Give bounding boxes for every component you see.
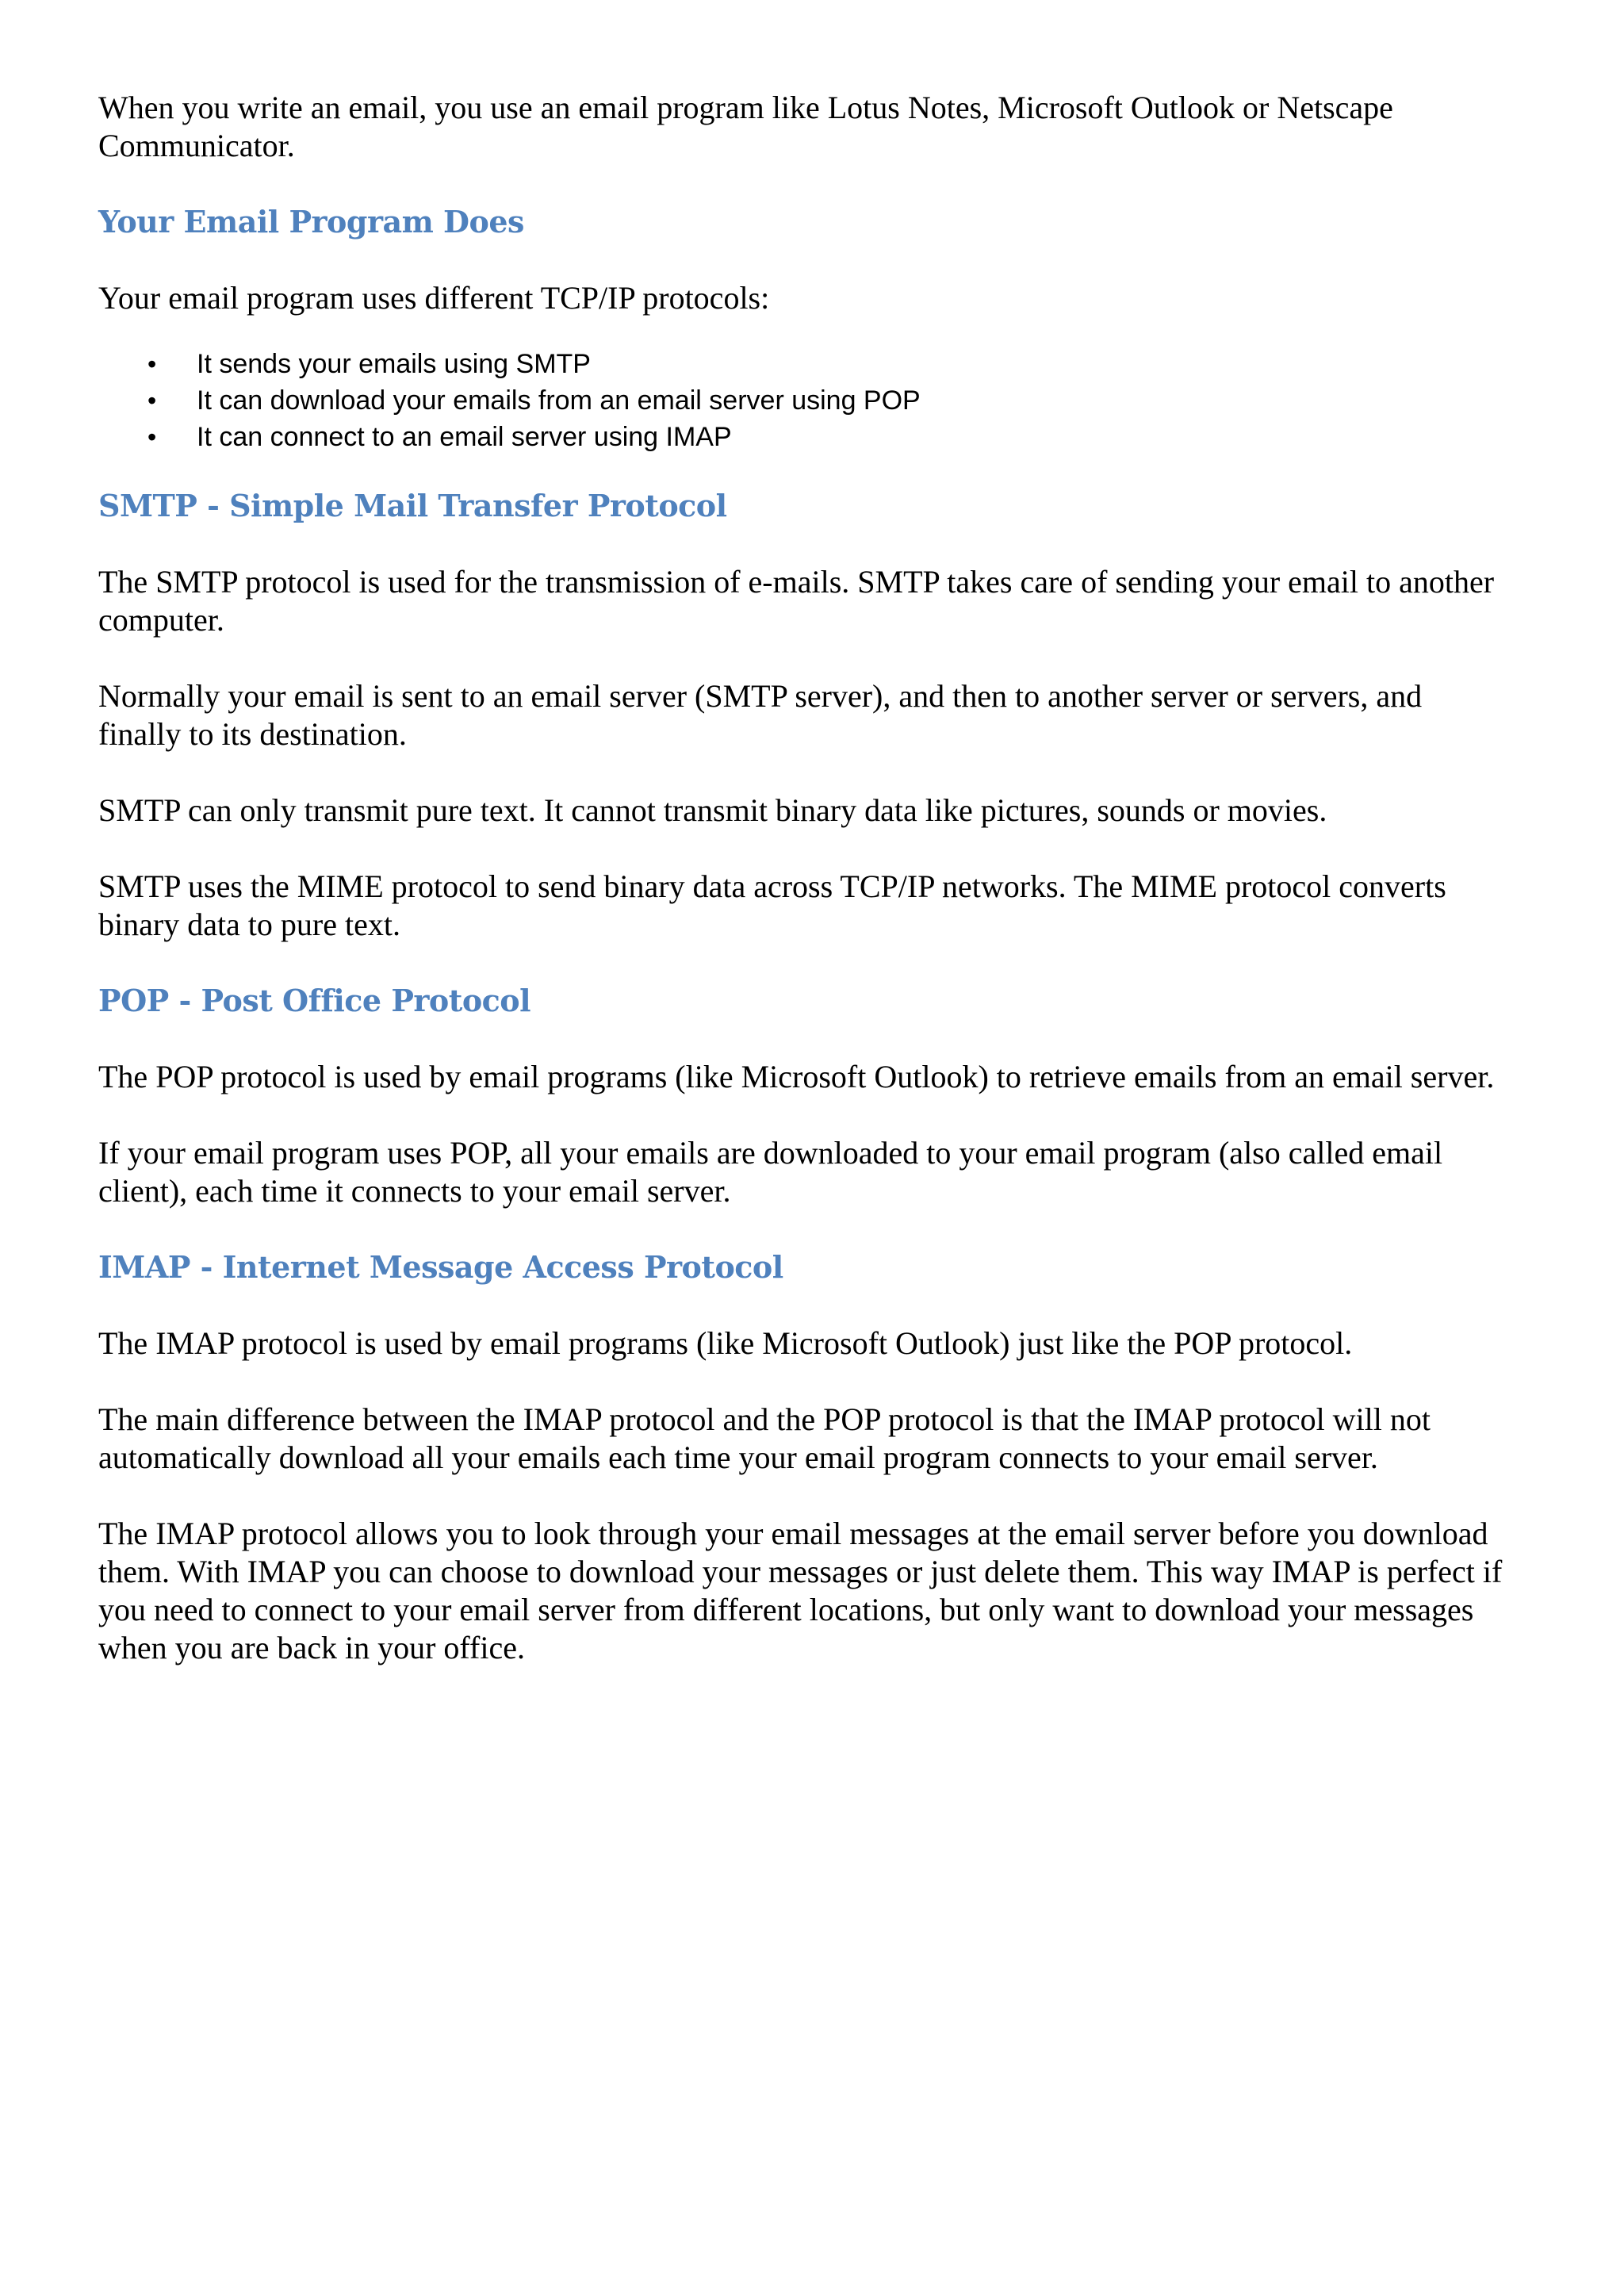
paragraph-imap-3: The IMAP protocol allows you to look through your email messages at the email server before you download them. With IMAP you can choose to download your messages or just delete them. This way IMAP is perfect if you need to connect to your email server from different locations, but only want to download your messages when you are back in your office. [98,1516,1503,1665]
paragraph-smtp-1: The SMTP protocol is used for the transmission of e-mails. SMTP takes care of sending your email to another computer. [98,564,1495,638]
protocol-bullet-list [98,346,1510,455]
paragraph-protocols-intro: Your email program uses different TCP/IP protocols: [98,280,770,316]
heading-email-program: Your Email Program Does [98,204,524,240]
intro-paragraph: When you write an email, you use an email program like Lotus Notes, Microsoft Outlook or Netscape Communicator. [98,90,1393,163]
list-item [98,382,1510,419]
bullet-icon: • [147,423,157,451]
paragraph-imap-1: The IMAP protocol is used by email programs (like Microsoft Outlook) just like the POP protocol. [98,1325,1353,1361]
bullet-icon: • [147,350,157,378]
heading-imap: IMAP - Internet Message Access Protocol [98,1249,783,1285]
paragraph-pop-2: If your email program uses POP, all your emails are downloaded to your email program (also called email client), each time it connects to your email server. [98,1135,1443,1209]
heading-pop: POP - Post Office Protocol [98,983,531,1018]
paragraph-smtp-4: SMTP uses the MIME protocol to send binary data across TCP/IP networks. The MIME protocol converts binary data to pure text. [98,868,1446,942]
list-item [98,346,1510,382]
paragraph-smtp-2: Normally your email is sent to an email server (SMTP server), and then to another server or servers, and finally to its destination. [98,678,1423,752]
list-item-text: It can download your emails from an email server using POP [197,385,921,416]
paragraph-smtp-3: SMTP can only transmit pure text. It cannot transmit binary data like pictures, sounds or movies. [98,792,1327,828]
paragraph-pop-1: The POP protocol is used by email programs (like Microsoft Outlook) to retrieve emails from an email server. [98,1059,1495,1094]
list-item [98,419,1510,455]
list-item-text: It can connect to an email server using IMAP [197,422,732,452]
paragraph-imap-2: The main difference between the IMAP protocol and the POP protocol is that the IMAP protocol will not automatically download all your emails each time your email program connects to your email server. [98,1401,1431,1475]
document-page [98,89,1510,1667]
bullet-icon: • [147,386,157,415]
list-item-text: It sends your emails using SMTP [197,349,591,379]
heading-smtp: SMTP - Simple Mail Transfer Protocol [98,488,727,523]
